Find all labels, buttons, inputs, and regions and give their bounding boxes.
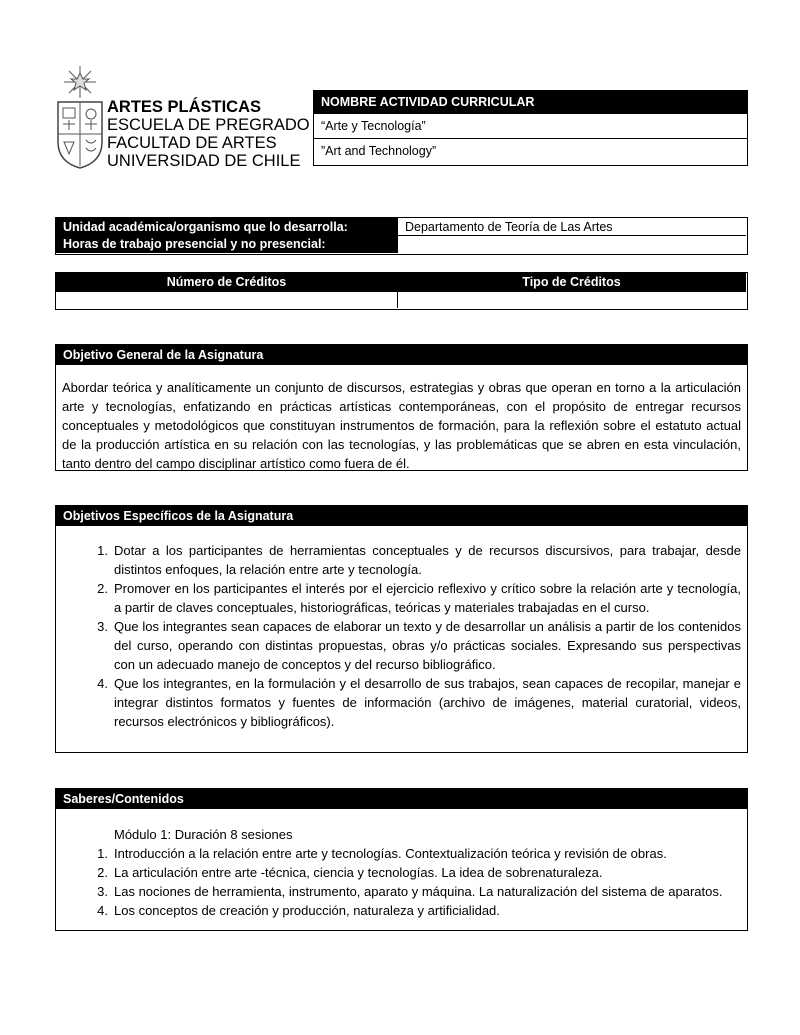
list-item: 4. Los conceptos de creación y producción, naturaleza y artificialidad. [97, 903, 500, 918]
list-item: 3. Las nociones de herramienta, instrumento, aparato y máquina. La naturalización del sistema de aparatos. [97, 884, 723, 899]
university-crest-icon [54, 62, 106, 170]
contents-header: Saberes/Contenidos [56, 789, 747, 809]
activity-name-en: ”Art and Technology” [321, 144, 437, 158]
general-objective-header: Objetivo General de la Asignatura [56, 345, 747, 365]
list-item: 2. Promover en los participantes el interés por el ejercicio reflexivo y crítico sobre la relación arte y tecnología, a partir de claves conceptuales, historiográficas, teóricas y materiales trabajadas en el curso. [97, 581, 741, 615]
logo-line-3: FACULTAD DE ARTES [107, 134, 277, 152]
specific-objectives-header: Objetivos Específicos de la Asignatura [56, 506, 747, 526]
list-item: 3. Que los integrantes sean capaces de elaborar un texto y de desarrollar un análisis a partir de los contenidos del curso, operando con distintas propuestas, obras y/o prácticas sociales. Expresando sus perspectivas con un adecuado manejo de conceptos y del recurso bibliográfico. [97, 619, 741, 672]
credits-table [55, 272, 748, 310]
unit-label: Unidad académica/organismo que lo desarrolla: [56, 218, 397, 236]
specific-objectives-list [56, 526, 747, 731]
logo-line-2: ESCUELA DE PREGRADO [107, 116, 310, 134]
unit-value: Departamento de Teoría de Las Artes [397, 218, 746, 236]
hours-value [397, 236, 746, 253]
list-item: 1. Dotar a los participantes de herramientas conceptuales y de recursos discursivos, para trabajar, desde distintos enfoques, la relación entre arte y tecnología. [97, 543, 741, 577]
credits-number-header: Número de Créditos [56, 273, 397, 292]
logo-line-4: UNIVERSIDAD DE CHILE [107, 152, 301, 170]
credits-type-value [397, 292, 746, 308]
credits-type-header: Tipo de Créditos [397, 273, 746, 292]
activity-name-es: “Arte y Tecnología” [314, 114, 747, 139]
list-item: 2. La articulación entre arte -técnica, ciencia y tecnologías. La idea de sobrenaturaleza. [97, 865, 603, 880]
hours-label: Horas de trabajo presencial y no presencial: [56, 236, 397, 253]
specific-objectives-section [55, 505, 748, 753]
contents-list [56, 844, 747, 920]
general-objective-section [55, 344, 748, 471]
faculty-logo-text [107, 98, 310, 170]
unit-table [55, 217, 748, 255]
list-item: 1. Introducción a la relación entre arte y tecnologías. Contextualización teórica y revisión de obras. [97, 846, 667, 861]
activity-name-box [313, 90, 748, 166]
logo-line-1: ARTES PLÁSTICAS [107, 98, 262, 116]
activity-header: NOMBRE ACTIVIDAD CURRICULAR [314, 91, 747, 114]
contents-section [55, 788, 748, 931]
list-item: 4. Que los integrantes, en la formulación y el desarrollo de sus trabajos, sean capaces de recopilar, manejar e integrar distintos formatos y fuentes de información (archivo de imágenes, material curatorial, videos, recursos electrónicos y bibliográficos). [97, 676, 741, 729]
credits-number-value [56, 292, 397, 308]
general-objective-text: Abordar teórica y analíticamente un conjunto de discursos, estrategias y obras que operan en torno a la articulación arte y tecnologías, enfatizando en prácticas artísticas contemporáneas, con el propósito de entregar recursos conceptuales y metodológicos que constituyan instrumentos de formación, para la reflexión sobre el estatuto actual de la producción artística en su relación con las tecnologías, y las problemáticas que se abren en esta vinculación, tanto dentro del campo disciplinar artístico como fuera de él. [62, 380, 741, 471]
contents-module-title: Módulo 1: Duración 8 sesiones [114, 827, 293, 842]
